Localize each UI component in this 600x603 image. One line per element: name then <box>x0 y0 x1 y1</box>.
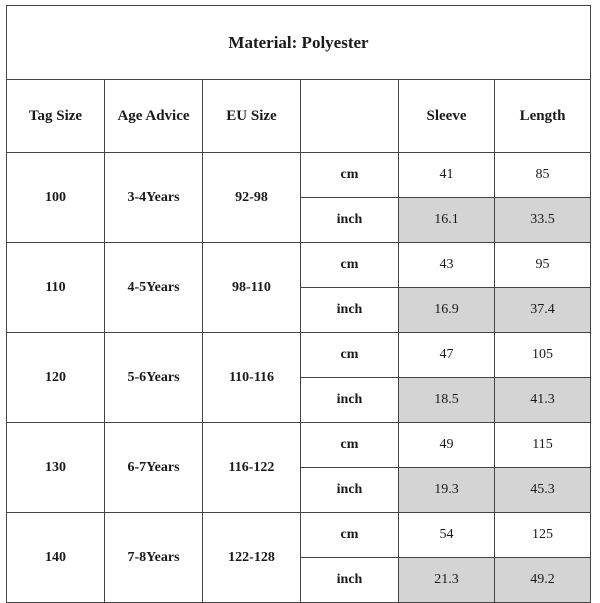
unit-cell-cm: cm <box>301 243 399 288</box>
unit-cell-cm: cm <box>301 153 399 198</box>
length-cm-cell: 125 <box>495 513 591 558</box>
title-row <box>7 6 591 80</box>
eu-size-cell: 122-128 <box>203 513 301 603</box>
table-row <box>7 153 591 198</box>
length-cm-cell: 105 <box>495 333 591 378</box>
table-row <box>7 513 591 558</box>
unit-cell-cm: cm <box>301 423 399 468</box>
tag-size-cell: 120 <box>7 333 105 423</box>
unit-cell-inch: inch <box>301 288 399 333</box>
header-age-advice: Age Advice <box>105 80 203 153</box>
tag-size-cell: 130 <box>7 423 105 513</box>
age-advice-cell: 4-5Years <box>105 243 203 333</box>
header-row <box>7 80 591 153</box>
length-cm-cell: 115 <box>495 423 591 468</box>
unit-cell-inch: inch <box>301 378 399 423</box>
sleeve-inch-cell: 16.1 <box>399 198 495 243</box>
header-sleeve: Sleeve <box>399 80 495 153</box>
header-unit <box>301 80 399 153</box>
eu-size-cell: 98-110 <box>203 243 301 333</box>
length-inch-cell: 45.3 <box>495 468 591 513</box>
age-advice-cell: 7-8Years <box>105 513 203 603</box>
length-inch-cell: 37.4 <box>495 288 591 333</box>
tag-size-cell: 100 <box>7 153 105 243</box>
eu-size-cell: 92-98 <box>203 153 301 243</box>
age-advice-cell: 3-4Years <box>105 153 203 243</box>
eu-size-cell: 116-122 <box>203 423 301 513</box>
age-advice-cell: 6-7Years <box>105 423 203 513</box>
unit-cell-inch: inch <box>301 468 399 513</box>
sleeve-cm-cell: 43 <box>399 243 495 288</box>
eu-size-cell: 110-116 <box>203 333 301 423</box>
length-inch-cell: 49.2 <box>495 558 591 603</box>
sleeve-cm-cell: 41 <box>399 153 495 198</box>
length-inch-cell: 41.3 <box>495 378 591 423</box>
sleeve-inch-cell: 19.3 <box>399 468 495 513</box>
length-cm-cell: 85 <box>495 153 591 198</box>
header-tag-size: Tag Size <box>7 80 105 153</box>
sleeve-cm-cell: 54 <box>399 513 495 558</box>
sleeve-inch-cell: 18.5 <box>399 378 495 423</box>
size-chart-table <box>6 5 591 603</box>
unit-cell-inch: inch <box>301 198 399 243</box>
unit-cell-inch: inch <box>301 558 399 603</box>
length-cm-cell: 95 <box>495 243 591 288</box>
header-eu-size: EU Size <box>203 80 301 153</box>
sleeve-inch-cell: 16.9 <box>399 288 495 333</box>
header-length: Length <box>495 80 591 153</box>
size-chart-container <box>6 5 591 603</box>
table-title: Material: Polyester <box>7 6 591 80</box>
unit-cell-cm: cm <box>301 513 399 558</box>
table-row <box>7 333 591 378</box>
age-advice-cell: 5-6Years <box>105 333 203 423</box>
table-row <box>7 423 591 468</box>
sleeve-inch-cell: 21.3 <box>399 558 495 603</box>
length-inch-cell: 33.5 <box>495 198 591 243</box>
sleeve-cm-cell: 47 <box>399 333 495 378</box>
sleeve-cm-cell: 49 <box>399 423 495 468</box>
unit-cell-cm: cm <box>301 333 399 378</box>
tag-size-cell: 140 <box>7 513 105 603</box>
tag-size-cell: 110 <box>7 243 105 333</box>
table-row <box>7 243 591 288</box>
